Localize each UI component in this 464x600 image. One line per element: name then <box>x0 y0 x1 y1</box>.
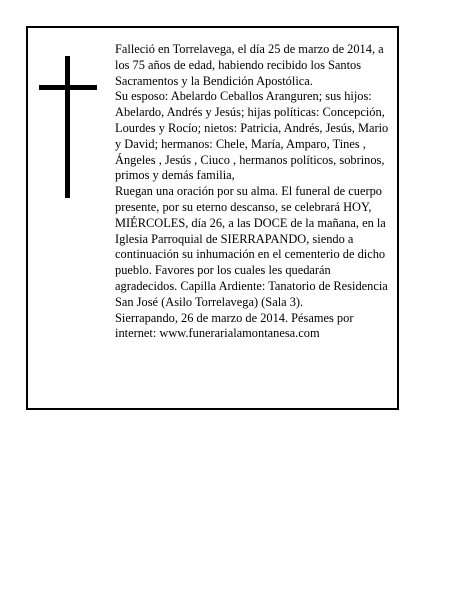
cross-horizontal-bar <box>39 85 97 90</box>
obituary-text <box>115 42 391 342</box>
cross-vertical-bar <box>65 56 70 198</box>
funeral-details-paragraph: Ruegan una oración por su alma. El funeral de cuerpo presente, por su eterno descanso, se celebrará HOY, MIÉRCOLES, día 26, a las DOCE de la mañana, en la Iglesia Parroquial de SIERRAPANDO, siendo a continuación su inhumación en el cementerio de dicho pueblo. Favores por los cuales les quedarán agradecidos. Capilla Ardiente: Tanatorio de Residencia San José (Asilo Torrelavega) (Sala 3). <box>115 184 388 309</box>
closing-paragraph: Sierrapando, 26 de marzo de 2014. Pésames por internet: www.funerarialamontanesa.com <box>115 310 354 341</box>
death-announcement-paragraph: Falleció en Torrelavega, el día 25 de marzo de 2014, a los 75 años de edad, habiendo recibido los Santos Sacramentos y la Bendición Apostólica. <box>115 42 384 88</box>
latin-cross-icon <box>39 56 97 198</box>
obituary-notice <box>26 26 399 410</box>
family-paragraph: Su esposo: Abelardo Ceballos Aranguren; sus hijos: Abelardo, Andrés y Jesús; hijas políticas: Concepción, Lourdes y Rocío; nietos: Patricia, Andrés, Jesús, Mario y David; hermanos: Chele, María, Amparo, Tines , Ángeles , Jesús , Ciuco , hermanos políticos, sobrinos, primos y demás familia, <box>115 89 389 183</box>
